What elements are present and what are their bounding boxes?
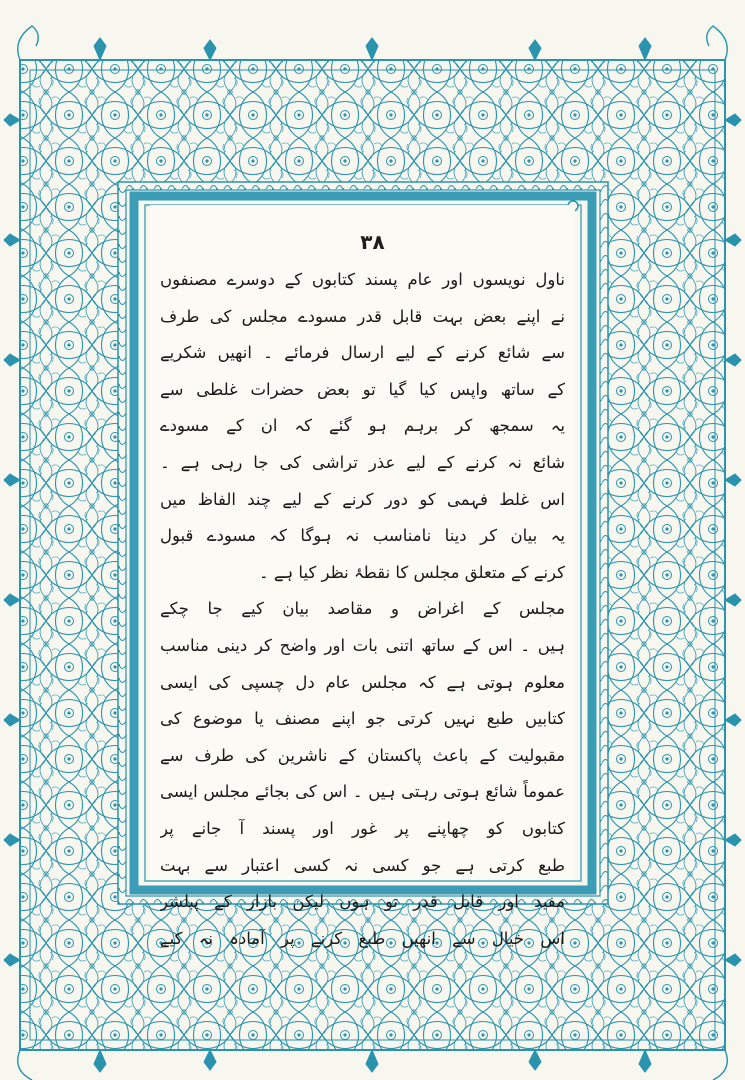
text-line: طبع کرتی ہے جو کسی نہ کسی اعتبار سے بہت xyxy=(160,855,565,875)
text-line: یہ سمجھ کر برہم ہو گئے کہ ان کے مسودے xyxy=(160,416,565,436)
text-line: مقبولیت کے باعث پاکستان کے ناشرین کی طرف سے xyxy=(160,745,565,765)
text-line: عموماً شائع ہوتی رہتی ہیں ۔ اس کی بجائے مجلس ایسی xyxy=(160,782,565,802)
body-text xyxy=(160,262,565,957)
text-line: ہیں ۔ اس کے ساتھ اتنی بات اور واضح کر دینی مناسب xyxy=(160,635,565,655)
text-line: ناول نویسوں اور عام پسند کتابوں کے دوسرے مصنفوں xyxy=(160,270,565,289)
text-line: مفید اور قابل قدر تو ہوں لیکن بازار کے پبلشر xyxy=(160,892,565,912)
page-number: ۳۸ xyxy=(360,230,385,254)
text-line: مجلس کے اغراض و مقاصد بیان کیے جا چکے xyxy=(160,599,565,619)
text-line: معلوم ہوتی ہے کہ مجلس عام دل چسپی کی ایسی xyxy=(160,672,565,692)
text-line: کتابوں کو چھاپنے پر غور اور پسند آ جانے پر xyxy=(160,818,565,838)
text-line: نے اپنے بعض بہت قابل قدر مسودے مجلس کی طرف xyxy=(160,306,565,326)
text-line: شائع نہ کرنے کے لیے عذر تراشی کی جا رہی ہے ۔ xyxy=(160,452,565,472)
text-line: کتابیں طبع نہیں کرتی جو اپنے مصنف یا موضوع کی xyxy=(160,709,565,729)
text-line: اس غلط فہمی کو دور کرنے کے لیے چند الفاظ میں xyxy=(160,489,565,509)
text-line: کرنے کے متعلق مجلس کا نقطۂ نظر کیا ہے ۔ xyxy=(258,562,565,582)
text-line: سے شائع کرنے کے لیے ارسال فرمائے ۔ انھیں شکریے xyxy=(160,343,565,363)
text-line: اس خیال سے انھیں طبع کرنے پر آمادہ نہ کیے xyxy=(160,928,565,948)
text-line: یہ بیان کر دینا نامناسب نہ ہوگا کہ مسودے قبول xyxy=(160,526,565,546)
text-line: کے ساتھ واپس کیا گیا تو بعض حضرات غلطی سے xyxy=(160,379,565,399)
